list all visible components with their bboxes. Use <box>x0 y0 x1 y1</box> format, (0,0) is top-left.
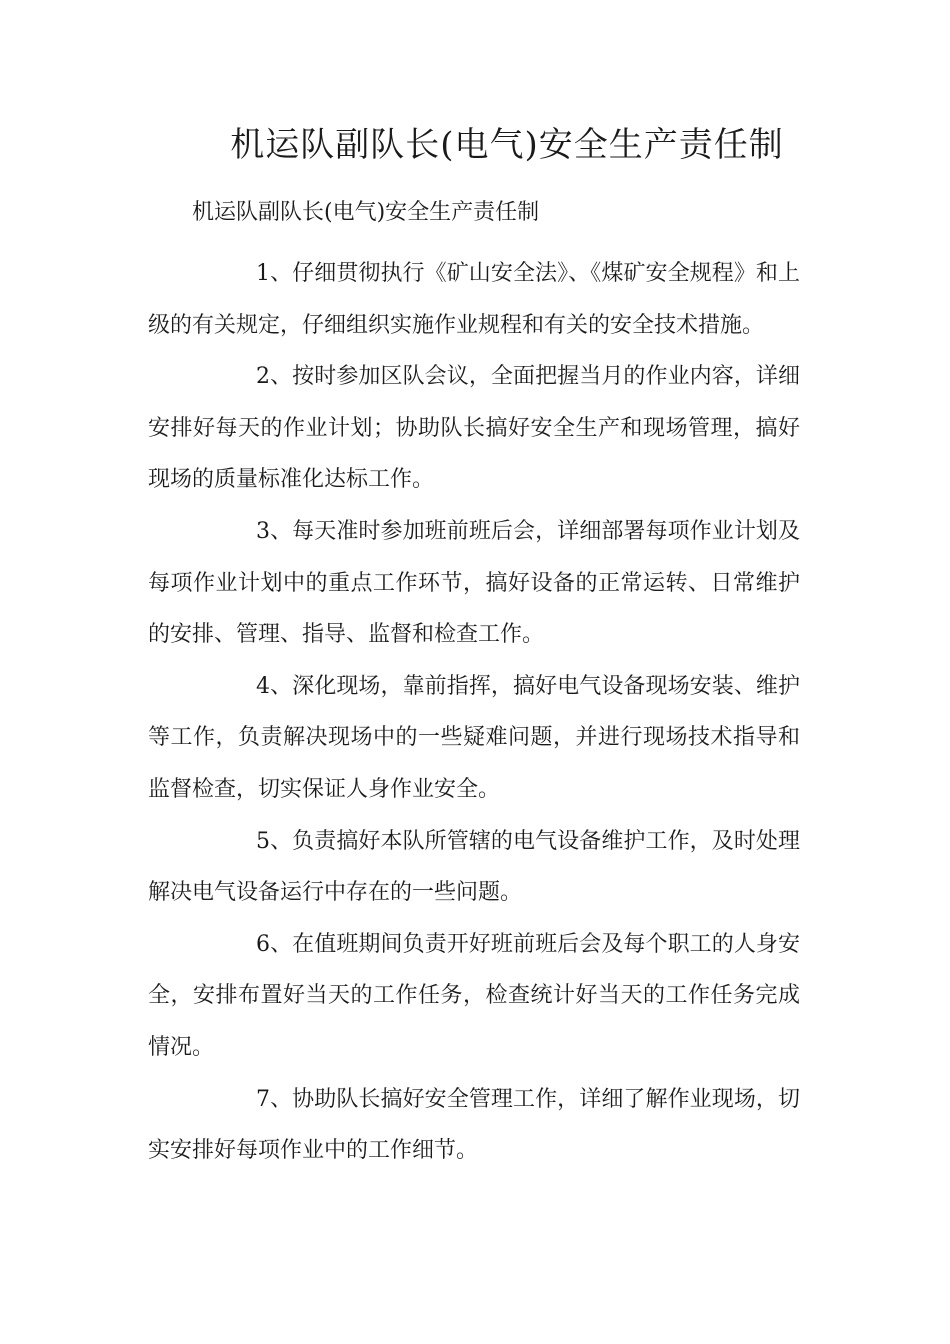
document-subtitle: 机运队副队长(电气)安全生产责任制 <box>192 200 540 225</box>
document-title: 机运队副队长(电气)安全生产责任制 <box>230 125 784 165</box>
document-body <box>148 248 800 1177</box>
paragraph-7: 7、协助队长搞好安全管理工作，详细了解作业现场，切实安排好每项作业中的工作细节。 <box>148 1086 800 1164</box>
paragraph-3: 3、每天准时参加班前班后会，详细部署每项作业计划及每项作业计划中的重点工作环节，搞好设备的正常运转、日常维护的安排、管理、指导、监督和检查工作。 <box>148 518 800 648</box>
paragraph-6: 6、在值班期间负责开好班前班后会及每个职工的人身安全，安排布置好当天的工作任务，检查统计好当天的工作任务完成情况。 <box>148 931 800 1060</box>
paragraph-2: 2、按时参加区队会议，全面把握当月的作业内容，详细安排好每天的作业计划；协助队长搞好安全生产和现场管理，搞好现场的质量标准化达标工作。 <box>148 364 800 493</box>
paragraph-4: 4、深化现场，靠前指挥，搞好电气设备现场安装、维护等工作，负责解决现场中的一些疑难问题，并进行现场技术指导和监督检查，切实保证人身作业安全。 <box>148 673 800 802</box>
paragraph-5: 5、负责搞好本队所管辖的电气设备维护工作，及时处理解决电气设备运行中存在的一些问题。 <box>148 828 800 906</box>
paragraph-1: 1、仔细贯彻执行《矿山安全法》、《煤矿安全规程》和上级的有关规定，仔细组织实施作业规程和有关的安全技术措施。 <box>148 261 800 338</box>
